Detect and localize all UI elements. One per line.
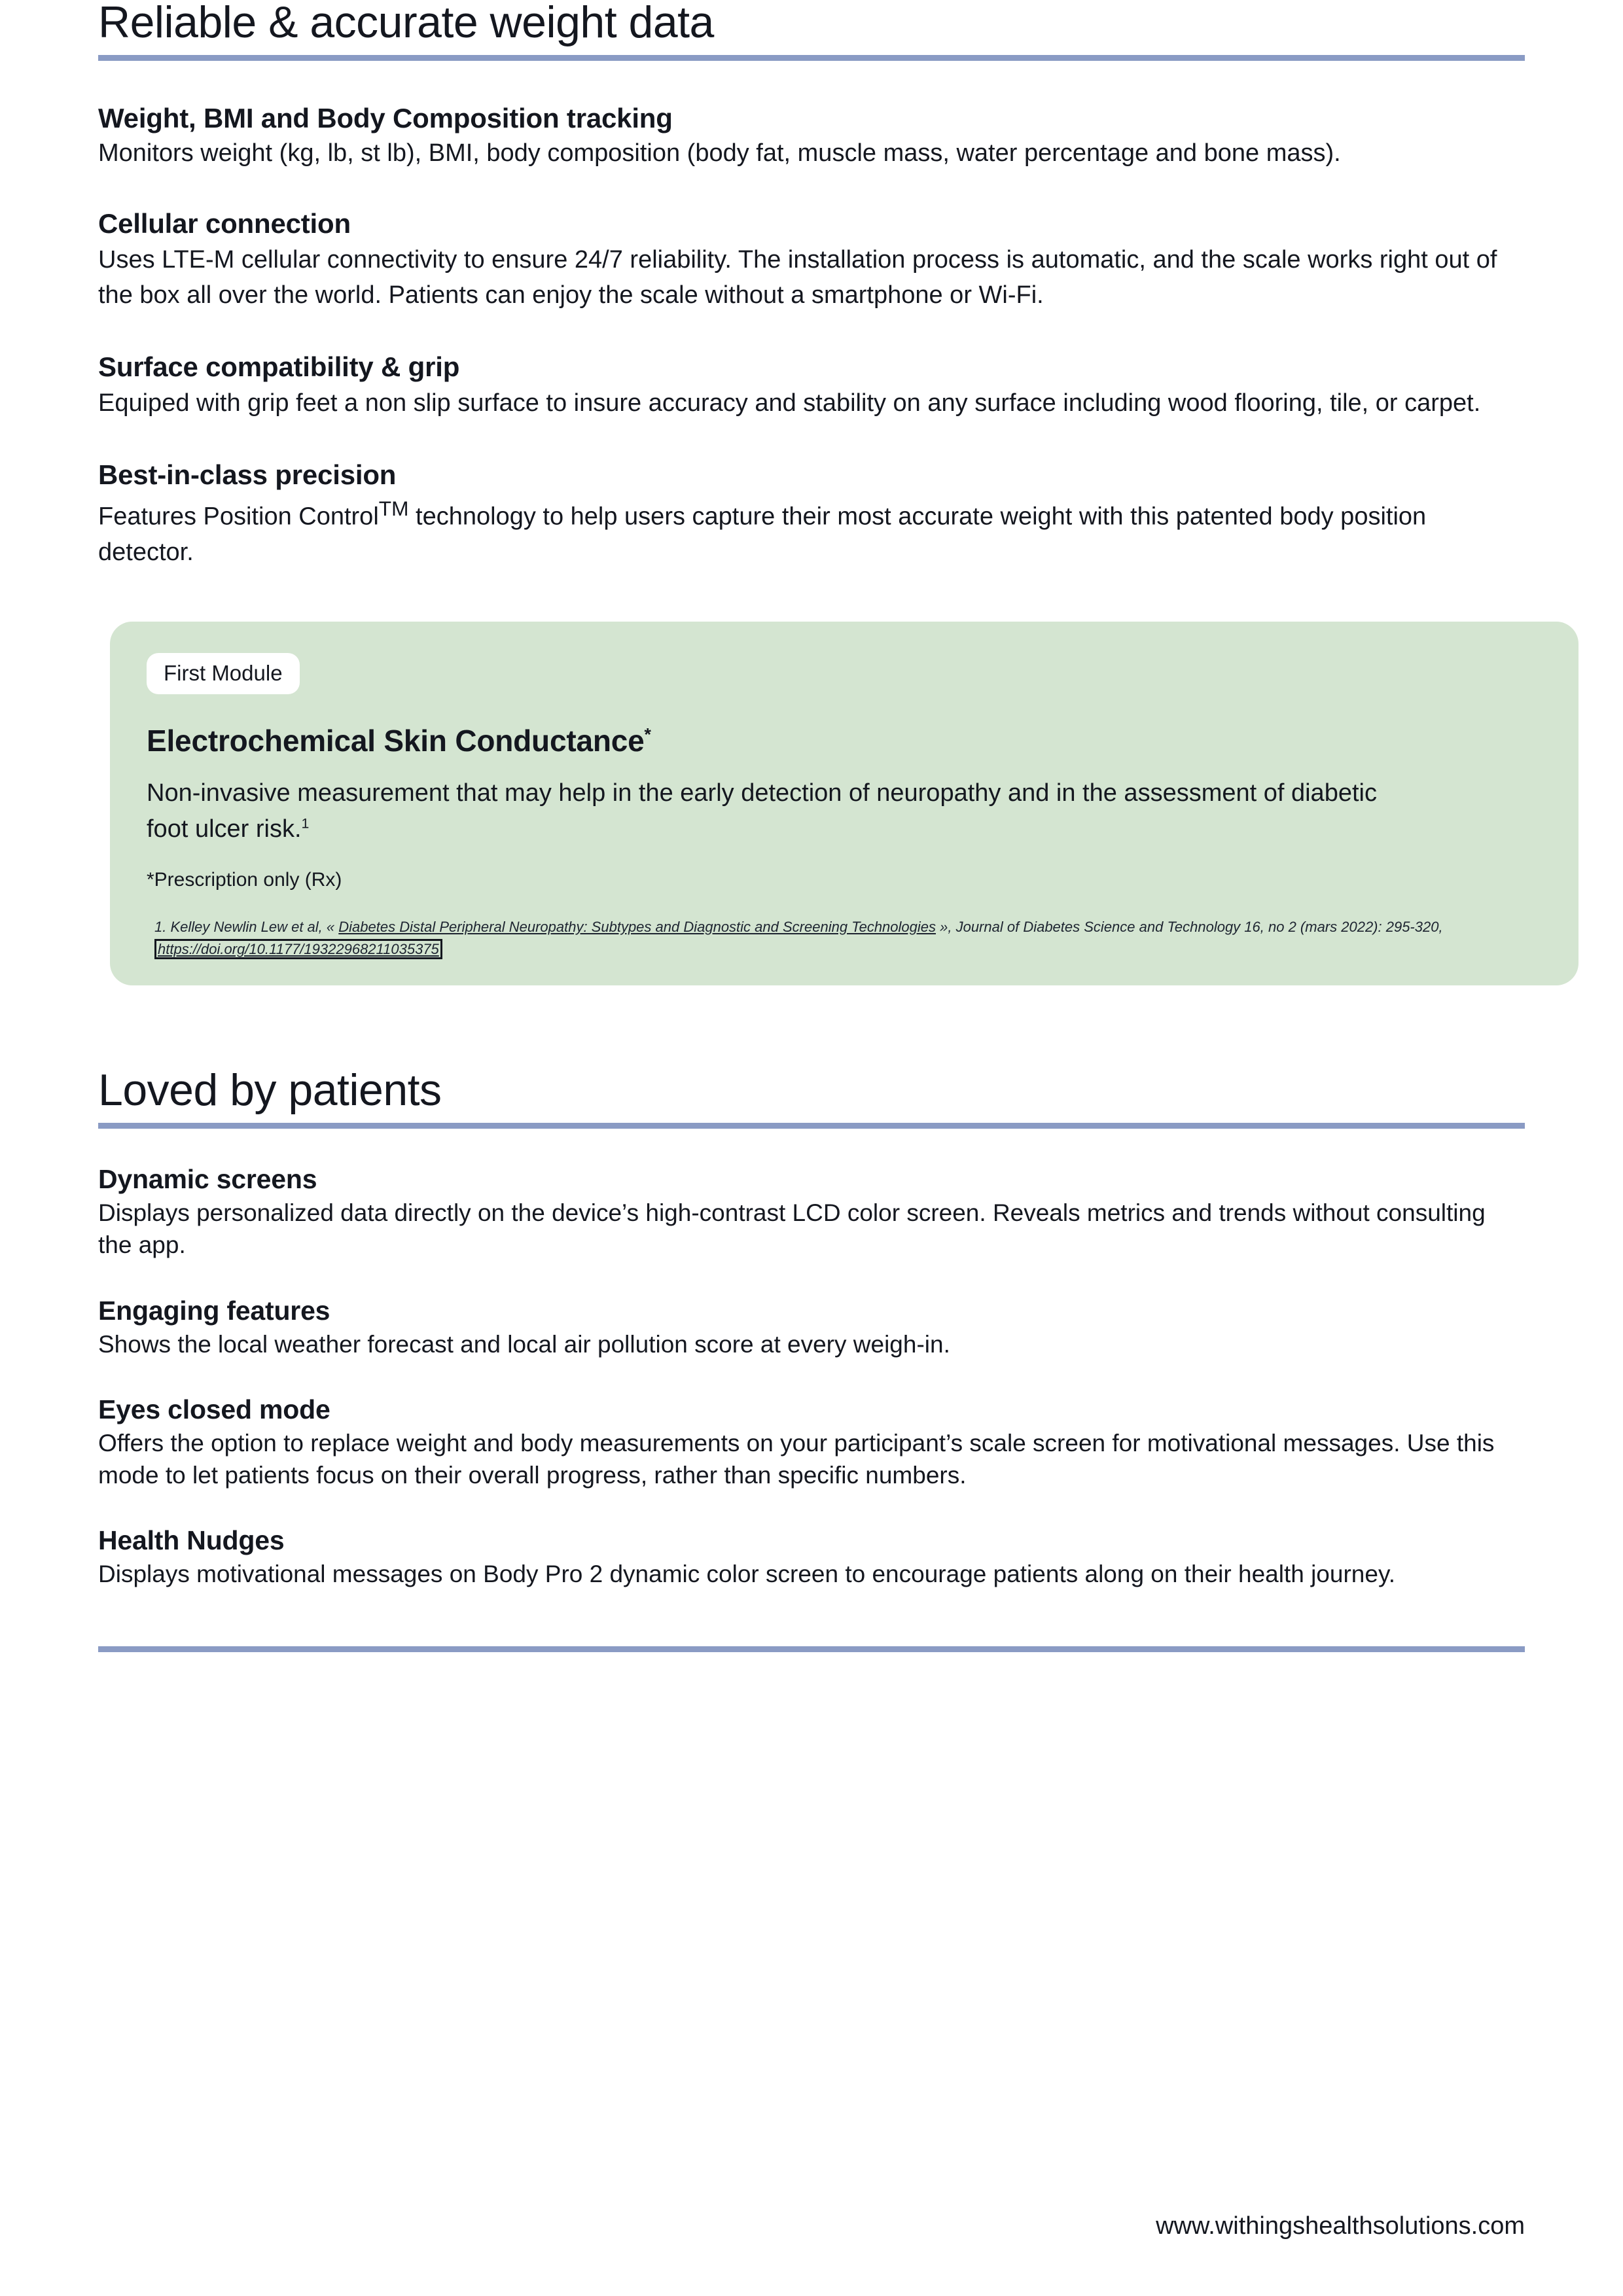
section-divider-rule-bottom [98, 1646, 1525, 1652]
module-description-text: Non-invasive measurement that may help in the early detection of neuropathy and in the assessment of diabetic foot ulcer risk. [147, 779, 1377, 843]
spacer [98, 985, 1525, 1068]
feature-block-dynamic-screens [98, 1163, 1525, 1261]
feature-title: Eyes closed mode [98, 1394, 330, 1424]
footnote-marker-1: 1 [301, 815, 310, 832]
module-title-asterisk: * [644, 724, 651, 745]
spacer [98, 61, 1525, 101]
section-divider-rule-middle [98, 1123, 1525, 1129]
module-reference-citation [154, 916, 1503, 961]
feature-body: Displays personalized data directly on the device’s high-contrast LCD color screen. Reveals metrics and trends without consulting the app. [98, 1199, 1486, 1259]
citation-middle: », Journal of Diabetes Science and Technology 16, no 2 (mars 2022): 295-320, [936, 918, 1443, 935]
feature-block-cellular-connection [98, 207, 1525, 313]
bottom-rule-container [98, 1646, 1525, 1652]
section-divider-rule-top [98, 55, 1525, 61]
section-heading-loved-by-patients: Loved by patients [98, 1065, 442, 1116]
feature-block-best-in-class-precision [98, 458, 1525, 571]
feature-block-weight-bmi-tracking [98, 101, 1525, 170]
citation-article-title: Diabetes Distal Peripheral Neuropathy: Subtypes and Diagnostic and Screening Technologies [338, 918, 936, 935]
module-title-text: Electrochemical Skin Conductance [147, 723, 645, 758]
feature-title: Weight, BMI and Body Composition tracking [98, 103, 673, 133]
feature-body-text-before-trademark: Features Position Control [98, 503, 379, 531]
feature-title: Engaging features [98, 1295, 330, 1326]
feature-title: Cellular connection [98, 207, 351, 239]
module-badge: First Module [147, 653, 300, 694]
feature-title: Best-in-class precision [98, 459, 397, 490]
footer-website-url[interactable]: www.withingshealthsolutions.com [1156, 2212, 1525, 2240]
feature-block-engaging-features [98, 1294, 1525, 1360]
trademark-symbol: TM [378, 497, 409, 521]
feature-body: Offers the option to replace weight and body measurements on your participant’s scale screen for motivational messages. Use this mode to let patients focus on their overall progress, rather than specific numbers. [98, 1429, 1495, 1489]
feature-block-eyes-closed-mode [98, 1393, 1525, 1491]
citation-prefix: 1. Kelley Newlin Lew et al, « [154, 918, 339, 935]
feature-title: Dynamic screens [98, 1164, 317, 1195]
spacer [98, 1129, 1525, 1163]
feature-body-text-after-trademark: technology to help users capture their most accurate weight with this patented body position detector. [98, 503, 1427, 566]
module-prescription-note: *Prescription only (Rx) [147, 868, 342, 891]
feature-body: Equiped with grip feet a non slip surface to insure accuracy and stability on any surface including wood flooring, tile, or carpet. [98, 389, 1481, 417]
feature-body: Uses LTE-M cellular connectivity to ensure 24/7 reliability. The installation process is automatic, and the scale works right out of the box all over the world. Patients can enjoy the scale without a smartphone or Wi-Fi. [98, 245, 1497, 309]
feature-body: Shows the local weather forecast and local air pollution score at every weigh-in. [98, 1330, 950, 1358]
feature-title: Surface compatibility & grip [98, 351, 460, 382]
feature-body: Monitors weight (kg, lb, st lb), BMI, body composition (body fat, muscle mass, water percentage and bone mass). [98, 139, 1341, 168]
first-module-card [110, 622, 1578, 985]
section-heading-reliable-weight-data: Reliable & accurate weight data [98, 0, 714, 47]
feature-body [98, 494, 1525, 571]
feature-block-surface-compatibility-grip [98, 350, 1525, 421]
feature-body: Displays motivational messages on Body Pro 2 dynamic color screen to encourage patients along on their health journey. [98, 1561, 1395, 1588]
citation-doi-link[interactable]: https://doi.org/10.1177/19322968211035375 [154, 939, 442, 959]
module-description [147, 775, 1390, 847]
feature-title: Health Nudges [98, 1525, 285, 1556]
feature-block-health-nudges [98, 1524, 1525, 1590]
module-title [147, 723, 1542, 758]
